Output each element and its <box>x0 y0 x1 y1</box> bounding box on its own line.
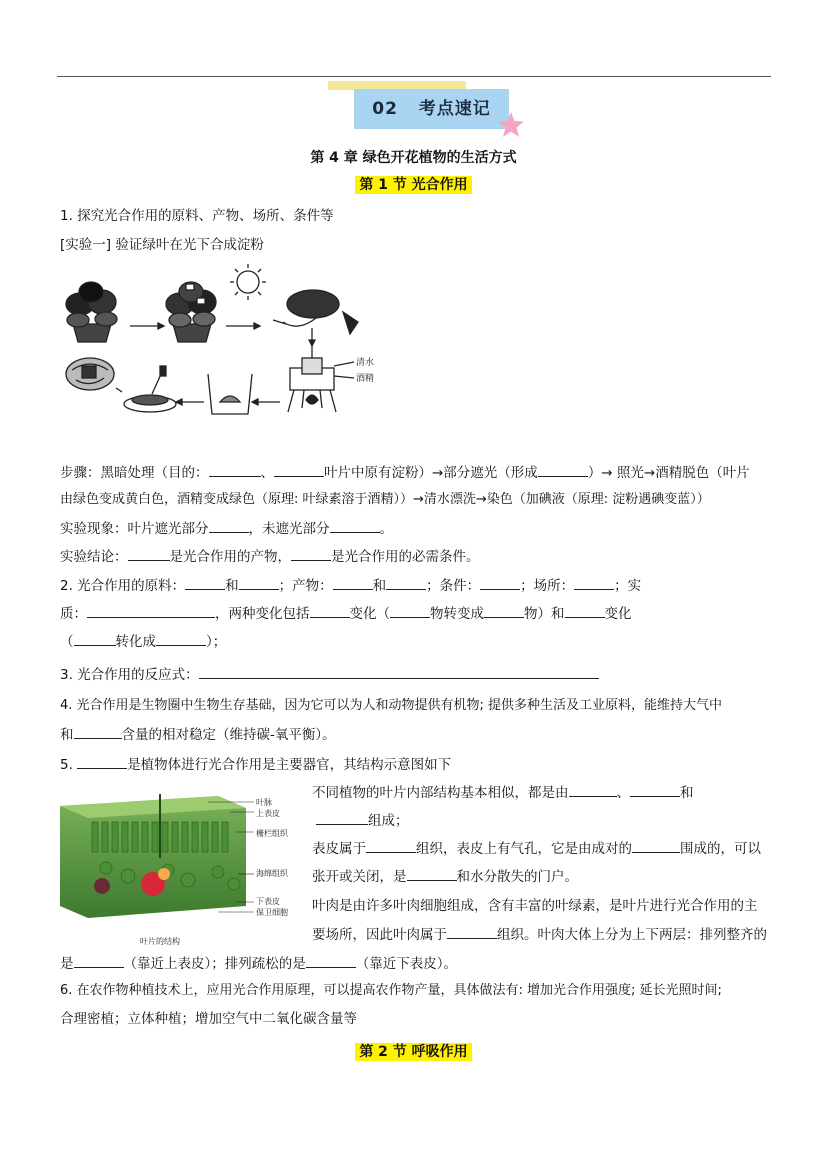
blank[interactable] <box>386 575 426 590</box>
steps-line-2: 由绿色变成黄白色，酒精变成绿色（原理: 叶绿素溶于酒精））→清水漂洗→染色（加碘液（原理: 淀粉遇碘变蓝）） <box>60 492 710 507</box>
item2-d: 和 <box>372 578 387 594</box>
blank[interactable] <box>209 462 261 477</box>
figure-caption: 叶片的结构 <box>140 937 180 946</box>
top-rule <box>57 76 771 77</box>
label-upper-epidermis: 上表皮 <box>256 809 280 818</box>
item5-h: 组织，表皮上有气孔，它是由成对的 <box>416 841 632 857</box>
blank[interactable] <box>484 603 524 618</box>
label-spongy: 海绵组织 <box>256 869 288 878</box>
item-5-line-1 <box>60 754 451 775</box>
blank[interactable] <box>538 462 588 477</box>
item2-b: 和 <box>225 578 239 594</box>
sun-icon <box>230 264 266 300</box>
item5-i: 围成的，可以 <box>680 841 761 857</box>
blank[interactable] <box>565 603 605 618</box>
item-2-line-3 <box>60 631 226 652</box>
item5-b: 是植物体进行光合作用是主要器官，其结构示意图如下 <box>127 757 452 773</box>
item-4-line-1: 4. 光合作用是生物圈中生物生存基础，因为它可以为人和动物提供有机物; 提供多种生活及工业原料，能维持大气中 <box>60 698 723 713</box>
item5-p: （靠近上表皮）；排列疏松的是 <box>123 956 306 972</box>
conclusion-text-b: 是光合作用的产物， <box>169 549 291 565</box>
banner-number: 02 <box>372 99 398 119</box>
phenomenon-text-c: 。 <box>379 521 393 537</box>
blank[interactable] <box>274 462 324 477</box>
item2-o: 转化成 <box>115 634 156 650</box>
item-5-line-2 <box>312 782 694 803</box>
banner-title <box>354 89 509 129</box>
blank[interactable] <box>390 603 430 618</box>
blank[interactable] <box>447 924 497 939</box>
star-icon <box>496 110 526 140</box>
item5-q: （靠近下表皮）。 <box>355 956 457 972</box>
blank[interactable] <box>480 575 520 590</box>
reaction-blank[interactable] <box>199 664 599 679</box>
blank[interactable] <box>569 782 617 797</box>
petri-dish-icon <box>124 366 176 412</box>
blank[interactable] <box>316 810 368 825</box>
label-guard-cell: 保卫细胞 <box>256 908 288 917</box>
blank[interactable] <box>74 953 124 968</box>
blank[interactable] <box>209 518 249 533</box>
item5-d: 、 <box>616 785 630 801</box>
item-5-line-4 <box>312 838 761 859</box>
blank[interactable] <box>330 518 380 533</box>
item2-a: 2. 光合作用的原料： <box>60 578 186 594</box>
section-title-1-text: 第 1 节 光合作用 <box>355 176 471 194</box>
label-palisade: 栅栏组织 <box>256 829 288 838</box>
beaker-icon <box>208 374 252 414</box>
blank[interactable] <box>407 866 457 881</box>
item5-m: 要场所，因此叶肉属于 <box>312 927 447 943</box>
section-title-1 <box>0 174 827 194</box>
item5-o: 是 <box>60 956 74 972</box>
item-5-line-5 <box>312 866 578 887</box>
item-5-line-7 <box>312 924 767 945</box>
item5-e: 和 <box>680 785 694 801</box>
item-3 <box>60 664 599 685</box>
experiment-1: [实验一] 验证绿叶在光下合成淀粉 <box>60 237 264 253</box>
blank[interactable] <box>291 546 331 561</box>
item-5-line-8 <box>60 953 457 974</box>
item5-n: 组织。叶肉大体上分为上下两层：排列整齐的 <box>497 927 767 943</box>
item2-n: （ <box>60 634 74 650</box>
item4-b: 和 <box>60 727 74 743</box>
plant-dark-icon <box>66 282 117 342</box>
steps-text-3: 叶片中原有淀粉）→部分遮光（形成 <box>324 465 538 481</box>
phenomenon-text-a: 实验现象：叶片遮光部分 <box>60 521 209 537</box>
blank[interactable] <box>185 575 225 590</box>
item2-e: ；条件： <box>426 578 481 594</box>
blank[interactable] <box>74 724 122 739</box>
final-leaf-icon <box>66 358 114 390</box>
water-bath-icon <box>288 342 354 412</box>
conclusion-text-c: 是光合作用的必需条件。 <box>331 549 480 565</box>
item2-p: ）； <box>206 634 227 650</box>
item-5-line-6: 叶肉是由许多叶肉细胞组成，含有丰富的叶绿素，是叶片进行光合作用的主 <box>312 898 758 914</box>
plant-covered-icon <box>166 282 216 342</box>
conclusion-text-a: 实验结论： <box>60 549 128 565</box>
section-title-2-text: 第 2 节 呼吸作用 <box>355 1043 471 1061</box>
item2-l: 物）和 <box>524 606 565 622</box>
item3-text: 3. 光合作用的反应式： <box>60 667 199 683</box>
item5-c: 不同植物的叶片内部结构基本相似，都是由 <box>312 785 569 801</box>
blank[interactable] <box>310 603 350 618</box>
experiment-diagram <box>58 262 398 420</box>
item-4-line-2 <box>60 724 336 745</box>
phenomenon <box>60 518 393 539</box>
label-alcohol: 酒精 <box>356 374 375 384</box>
item-2-line-2 <box>60 603 632 624</box>
blank[interactable] <box>366 838 416 853</box>
steps-text-1: 步骤：黑暗处理（目的： <box>60 465 209 481</box>
steps-text-4: ）→ 照光→酒精脱色（叶片 <box>587 465 750 481</box>
item2-f: ；场所： <box>520 578 575 594</box>
item5-f: 组成； <box>368 813 409 829</box>
item-2-line-1 <box>60 575 641 596</box>
blank[interactable] <box>128 546 170 561</box>
blank[interactable] <box>630 782 680 797</box>
blank[interactable] <box>87 603 215 618</box>
item2-m: 变化 <box>604 606 632 622</box>
item5-a: 5. <box>60 757 73 773</box>
item2-g: ；实 <box>614 578 642 594</box>
conclusion <box>60 546 480 567</box>
item2-k: 物转变成 <box>430 606 484 622</box>
item-5-line-3 <box>316 810 409 831</box>
blank[interactable] <box>77 754 127 769</box>
phenomenon-text-b: ，未遮光部分 <box>248 521 330 537</box>
blank[interactable] <box>239 575 279 590</box>
item-6-line-2: 合理密植；立体种植；增加空气中二氧化碳含量等 <box>60 1011 357 1027</box>
item2-i: ，两种变化包括 <box>215 606 310 622</box>
item-6-line-1: 6. 在农作物种植技术上，应用光合作用原理，可以提高农作物产量，具体做法有: 增加光合作用强度; 延长光照时间; <box>60 983 722 998</box>
item4-c: 含量的相对稳定（维持碳-氧平衡）。 <box>121 727 336 743</box>
chapter-title: 第 4 章 绿色开花植物的生活方式 <box>310 150 517 166</box>
label-water: 清水 <box>356 358 375 368</box>
steps-text-2: 、 <box>260 465 274 481</box>
item5-k: 和水分散失的门户。 <box>456 869 578 885</box>
blank[interactable] <box>333 575 373 590</box>
label-lower-epidermis: 下表皮 <box>256 897 280 906</box>
blank[interactable] <box>74 631 116 646</box>
label-vein: 叶脉 <box>256 798 272 807</box>
item-1: 1. 探究光合作用的原料、产物、场所、条件等 <box>60 208 334 224</box>
picked-leaf-icon <box>273 290 358 334</box>
banner-label: 考点速记 <box>418 99 491 119</box>
item5-g: 表皮属于 <box>312 841 366 857</box>
item2-h: 质： <box>60 606 87 622</box>
blank[interactable] <box>306 953 356 968</box>
item5-j: 张开或关闭，是 <box>312 869 407 885</box>
section-title-2 <box>0 1041 827 1061</box>
item2-j: 变化（ <box>349 606 390 622</box>
blank[interactable] <box>574 575 614 590</box>
blank[interactable] <box>632 838 680 853</box>
steps-line-1 <box>60 462 750 483</box>
item2-c: ；产物： <box>278 578 333 594</box>
blank[interactable] <box>156 631 206 646</box>
